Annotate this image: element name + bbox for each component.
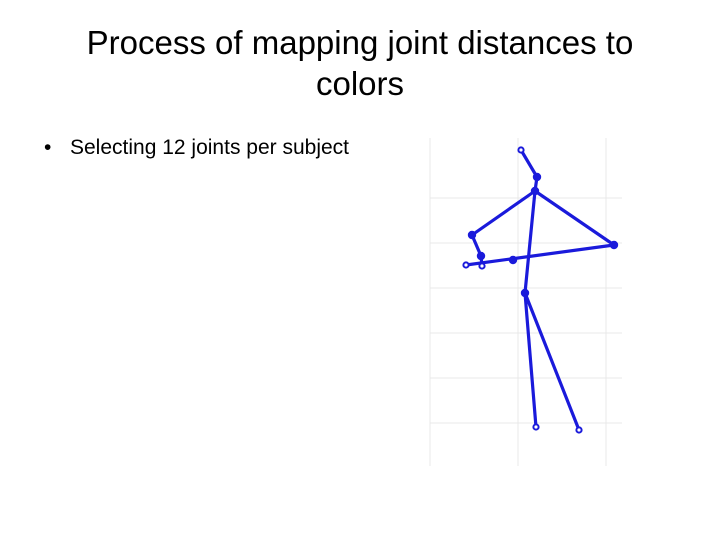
slide-title: Process of mapping joint distances to colors bbox=[86, 24, 634, 102]
joint-left-fingertip bbox=[463, 262, 468, 267]
bone-shoulder-right-arm bbox=[535, 191, 614, 245]
joint-head bbox=[518, 147, 523, 152]
skeleton-figure bbox=[424, 134, 624, 470]
skeleton-joints bbox=[463, 147, 617, 432]
joint-left-foot bbox=[533, 424, 538, 429]
joint-neck bbox=[534, 174, 540, 180]
bone-spine bbox=[525, 191, 535, 293]
joint-right-foot bbox=[576, 427, 581, 432]
bone-arm-line bbox=[466, 245, 614, 265]
skeleton-bones bbox=[466, 150, 614, 430]
joint-mid-arm bbox=[510, 257, 516, 263]
joint-left-wrist bbox=[478, 253, 484, 259]
bone-head-neck bbox=[521, 150, 537, 177]
joint-left-hand bbox=[479, 263, 484, 268]
bullet-dot-icon: • bbox=[44, 136, 52, 159]
bullet-text: Selecting 12 joints per subject bbox=[70, 136, 349, 159]
bullet-item bbox=[44, 134, 349, 162]
joint-left-elbow bbox=[469, 232, 475, 238]
joint-shoulder-center bbox=[532, 188, 538, 194]
joint-hip bbox=[522, 290, 528, 296]
bullet-list bbox=[44, 134, 349, 162]
joint-right-hand bbox=[611, 242, 617, 248]
